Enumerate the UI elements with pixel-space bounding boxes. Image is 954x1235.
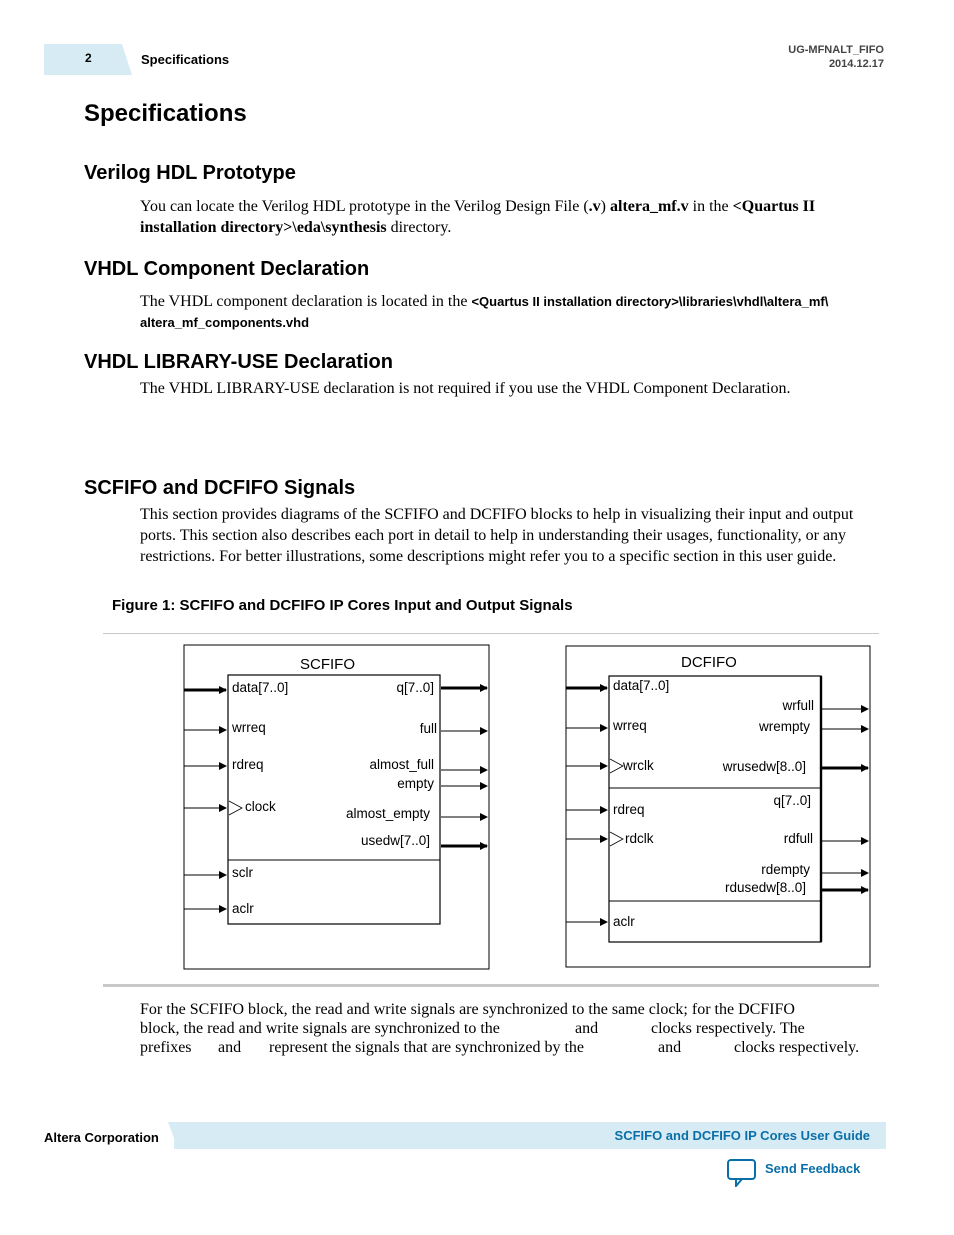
dcfifo-title: DCFIFO [681, 654, 737, 671]
dc-out-wrempty: wrempty [758, 719, 810, 734]
heading-verilog: Verilog HDL Prototype [84, 162, 296, 184]
header-section: Specifications [141, 52, 230, 67]
verilog-paragraph: You can locate the Verilog HDL prototype in the Verilog Design File (.v) altera_mf.v in the <Quartus II installation directory>\eda\synthesis directory. [140, 198, 816, 236]
page-number: 2 [85, 51, 92, 65]
dc-in-wrclk: wrclk [623, 758, 654, 773]
scfifo-block [184, 645, 489, 969]
sc-out-almost-empty: almost_empty [345, 806, 430, 821]
vhdl-library-paragraph: The VHDL LIBRARY-USE declaration is not required if you use the VHDL Component Declaration. [140, 380, 791, 397]
sc-out-full: full [419, 721, 437, 736]
dc-out-wrfull: wrfull [782, 698, 814, 713]
sc-out-empty: empty [397, 776, 434, 791]
sc-in-clock: clock [245, 799, 276, 814]
send-feedback-link[interactable]: Send Feedback [765, 1161, 861, 1176]
dc-in-data: data[7..0] [613, 678, 670, 693]
dc-in-aclr: aclr [613, 914, 635, 929]
heading-vhdl-component: VHDL Component Declaration [84, 258, 370, 280]
scfifo-title: SCFIFO [300, 656, 355, 673]
heading-signals: SCFIFO and DCFIFO Signals [84, 477, 356, 499]
footer-guide-title[interactable]: SCFIFO and DCFIFO IP Cores User Guide [614, 1128, 870, 1143]
vhdl-component-paragraph: The VHDL component declaration is located in the <Quartus II installation directory>\libraries\vhdl\altera_mf\ altera_mf_components.vhd [140, 293, 829, 330]
sc-in-aclr: aclr [232, 901, 254, 916]
heading-vhdl-library: VHDL LIBRARY-USE Declaration [84, 351, 393, 373]
dc-out-wrusedw: wrusedw[8..0] [722, 759, 806, 774]
figure-caption: Figure 1: SCFIFO and DCFIFO IP Cores Input and Output Signals [112, 597, 573, 614]
dc-in-wrreq: wrreq [613, 718, 647, 733]
dcfifo-block [566, 646, 870, 967]
dc-in-rdclk: rdclk [625, 831, 654, 846]
signals-paragraph: This section provides diagrams of the SCFIFO and DCFIFO blocks to help in visualizing their input and output ports. This section also describes each port in detail to help in understanding their usages, functionality, or any restrictions. For better illustrations, some descriptions might refer you to a specific section in this user guide. [140, 506, 854, 565]
footer-company: Altera Corporation [44, 1130, 159, 1145]
sc-out-usedw: usedw[7..0] [360, 833, 430, 848]
dc-out-rdempty: rdempty [761, 862, 810, 877]
sc-out-q: q[7..0] [396, 680, 434, 695]
sc-out-almost-full: almost_full [369, 757, 434, 772]
doc-date: 2014.12.17 [828, 58, 884, 70]
page-title: Specifications [84, 100, 247, 127]
dc-in-rdreq: rdreq [613, 802, 645, 817]
dc-out-q: q[7..0] [773, 793, 811, 808]
sc-in-sclr: sclr [232, 865, 253, 880]
dc-out-rdfull: rdfull [783, 831, 813, 846]
doc-id: UG-MFNALT_FIFO [788, 44, 884, 56]
dc-out-rdusedw: rdusedw[8..0] [724, 880, 806, 895]
figure-bottom-rule [103, 984, 879, 987]
sc-in-rdreq: rdreq [232, 757, 264, 772]
feedback-icon[interactable] [727, 1159, 757, 1192]
sc-in-data: data[7..0] [232, 680, 289, 695]
sc-in-wrreq: wrreq [232, 720, 266, 735]
